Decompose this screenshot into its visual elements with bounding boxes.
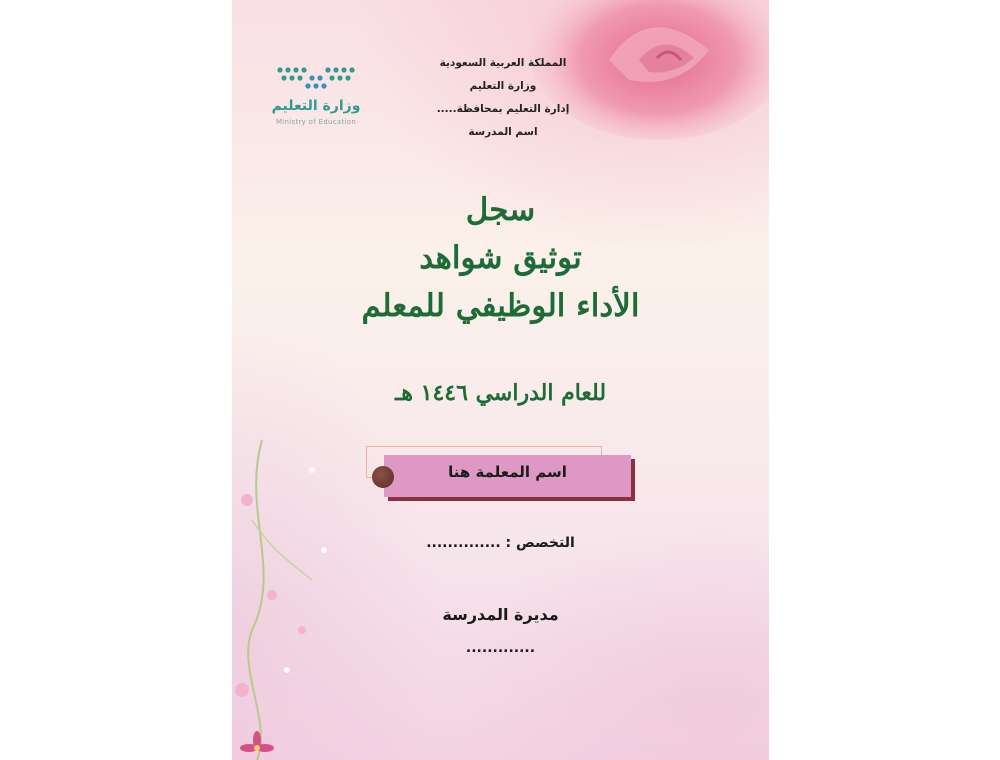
floral-stem-decoration (232, 430, 352, 760)
logo-english-text: Ministry of Education (275, 118, 357, 126)
title-line-2: توثيق شواهد (419, 240, 582, 276)
ministry-logo (270, 64, 362, 132)
header-country: المملكة العربية السعودية (439, 57, 567, 69)
bullet-circle-icon (372, 466, 394, 488)
teacher-name-box (384, 455, 631, 497)
specialization-field: التخصص : .............. (426, 535, 575, 551)
document-title (232, 186, 769, 330)
header-department: إدارة التعليم بمحافظة..... (436, 103, 570, 115)
title-line-1: سجل (465, 192, 536, 228)
academic-year: للعام الدراسي ١٤٤٦ هـ (394, 380, 607, 406)
header-ministry: وزارة التعليم (469, 80, 537, 92)
document-page (232, 0, 769, 760)
teacher-name: اسم المعلمة هنا (448, 463, 567, 481)
title-line-3: الأداء الوظيفي للمعلم (361, 288, 640, 324)
principal-name: ............. (465, 640, 536, 656)
header-school: اسم المدرسة (468, 126, 538, 138)
logo-arabic-text: وزارة التعليم (271, 98, 361, 114)
principal-label: مديرة المدرسة (442, 605, 559, 624)
document-header (428, 52, 578, 144)
logo-dots-icon (274, 64, 358, 94)
